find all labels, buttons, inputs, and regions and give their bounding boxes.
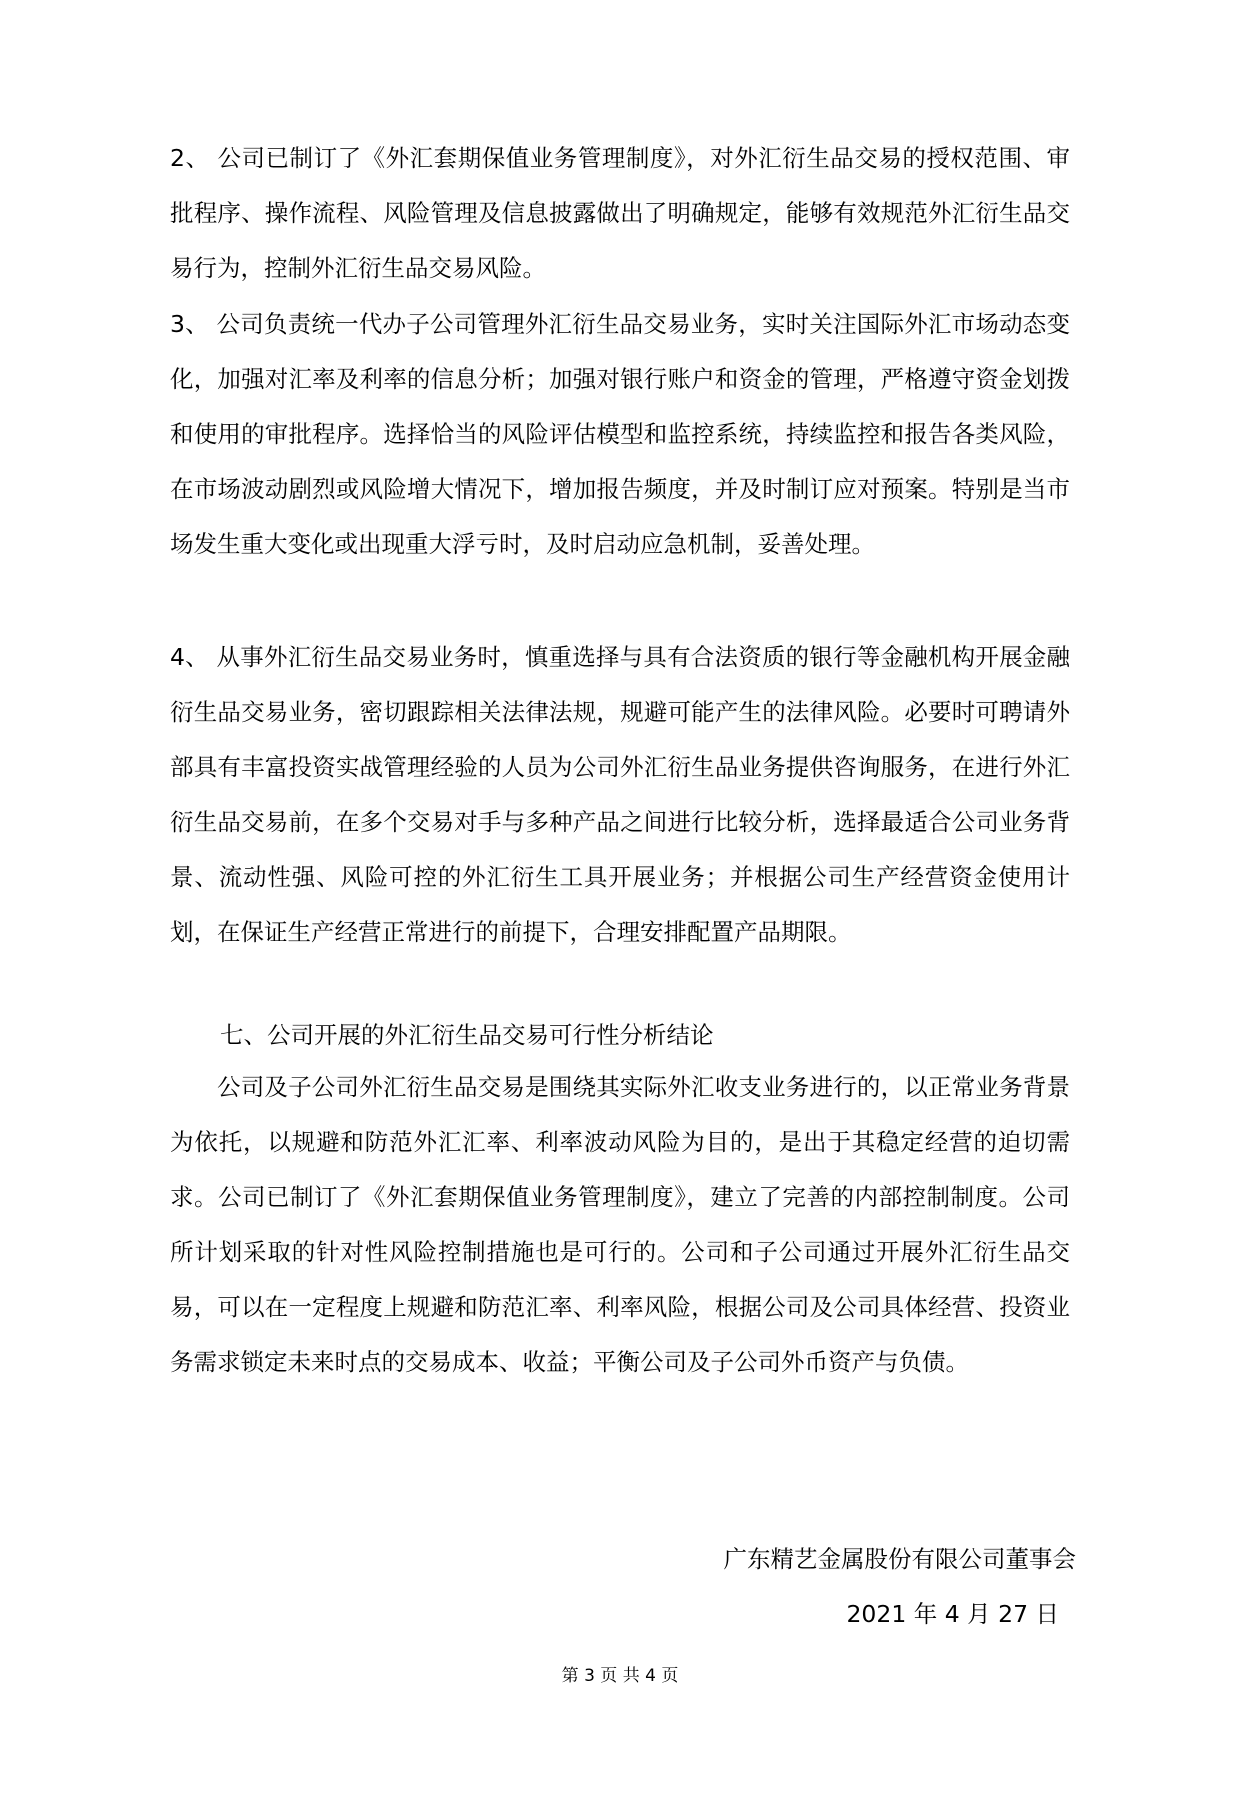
page-footer: 第 3 页 共 4 页 xyxy=(561,1666,679,1686)
signature-organization: 广东精艺金属股份有限公司董事会 xyxy=(723,1545,1076,1573)
section-heading-7: 七、公司开展的外汇衍生品交易可行性分析结论 xyxy=(220,1021,714,1049)
paragraph-item-3: 3、 公司负责统一代办子公司管理外汇衍生品交易业务，实时关注国际外汇市场动态变化，加强对汇率及利率的信息分析；加强对银行账户和资金的管理，严格遵守资金划拨和使用的审批程序。选择恰当的风险评估模型和监控系统，持续监控和报告各类风险，在市场波动剧烈或风险增大情况下，增加报告频度，并及时制订应对预案。特别是当市场发生重大变化或出现重大浮亏时，及时启动应急机制，妥善处理。 xyxy=(170,310,1070,558)
paragraph-item-2: 2、 公司已制订了《外汇套期保值业务管理制度》，对外汇衍生品交易的授权范围、审批程序、操作流程、风险管理及信息披露做出了明确规定，能够有效规范外汇衍生品交易行为，控制外汇衍生品交易风险。 xyxy=(170,144,1070,282)
paragraph-item-4: 4、 从事外汇衍生品交易业务时，慎重选择与具有合法资质的银行等金融机构开展金融衍生品交易业务，密切跟踪相关法律法规，规避可能产生的法律风险。必要时可聘请外部具有丰富投资实战管理经验的人员为公司外汇衍生品业务提供咨询服务，在进行外汇衍生品交易前，在多个交易对手与多种产品之间进行比较分析，选择最适合公司业务背景、流动性强、风险可控的外汇衍生工具开展业务；并根据公司生产经营资金使用计划，在保证生产经营正常进行的前提下，合理安排配置产品期限。 xyxy=(170,643,1070,946)
signature-date: 2021 年 4 月 27 日 xyxy=(846,1600,1059,1628)
section-7-body: 公司及子公司外汇衍生品交易是围绕其实际外汇收支业务进行的，以正常业务背景为依托，以规避和防范外汇汇率、利率波动风险为目的，是出于其稳定经营的迫切需求。公司已制订了《外汇套期保值业务管理制度》，建立了完善的内部控制制度。公司所计划采取的针对性风险控制措施也是可行的。公司和子公司通过开展外汇衍生品交易，可以在一定程度上规避和防范汇率、利率风险，根据公司及公司具体经营、投资业务需求锁定未来时点的交易成本、收益；平衡公司及子公司外币资产与负债。 xyxy=(170,1073,1070,1376)
